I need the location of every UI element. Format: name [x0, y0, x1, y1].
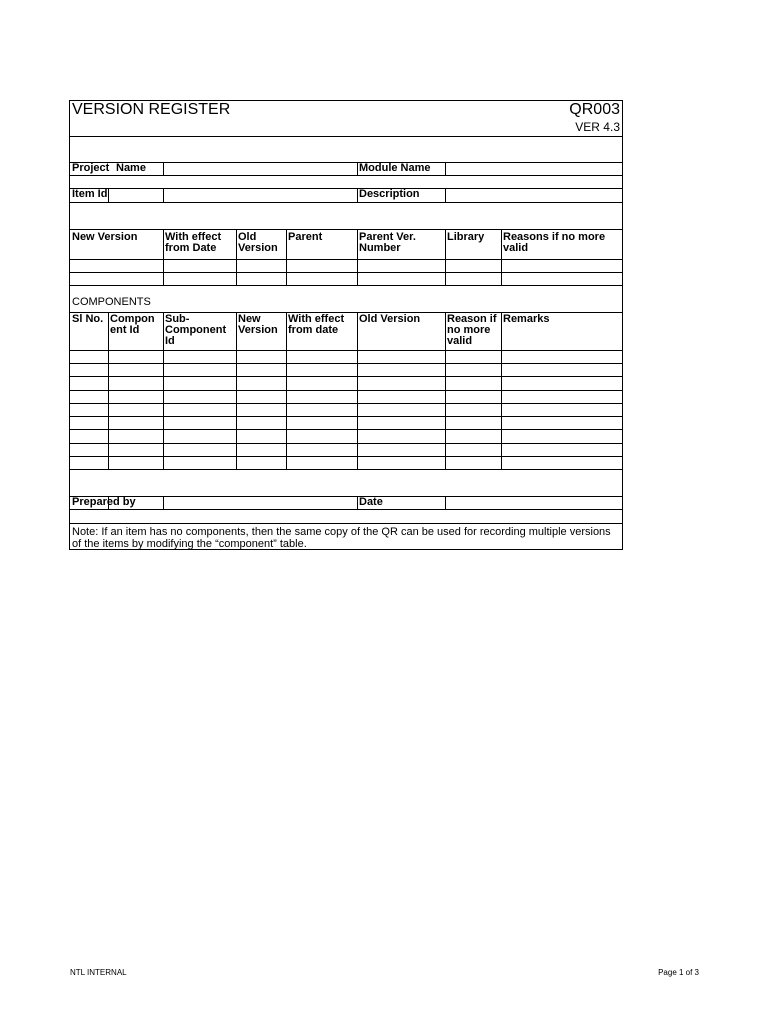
rule: [70, 162, 622, 163]
rule: [70, 403, 622, 404]
rule: [70, 523, 622, 524]
module-name-label: Module Name: [359, 162, 431, 174]
rule: [70, 363, 622, 364]
rule: [70, 390, 622, 391]
rule: [70, 469, 622, 470]
new-version-header: New Version: [238, 313, 278, 336]
note-text: Note: If an item has no components, then the same copy of the QR can be used for recording multiple versions of the items by modifying the “component” table.: [72, 526, 611, 550]
rule: [70, 272, 622, 273]
rule: [70, 136, 622, 137]
description-label: Description: [359, 188, 420, 200]
rule: [70, 509, 622, 510]
with-effect-from-date-header: With effect from Date: [165, 231, 222, 254]
rule: [445, 162, 446, 175]
rule: [70, 188, 622, 189]
rule: [163, 162, 164, 175]
rule: [70, 350, 622, 351]
rule: [357, 312, 358, 469]
parent-header: Parent: [288, 231, 323, 243]
component-id-header: Component Id: [110, 313, 155, 336]
parent-ver-number-header: Parent Ver. Number: [359, 231, 416, 254]
rule: [70, 416, 622, 417]
project-label: Project: [72, 162, 110, 174]
rule: [70, 496, 622, 497]
old-version-header: Old Version: [359, 313, 421, 325]
rule: [70, 429, 622, 430]
rule: [163, 188, 164, 202]
rule: [70, 456, 622, 457]
rule: [445, 496, 446, 509]
item-id-label: Item Id: [72, 188, 108, 200]
old-version-header: Old Version: [238, 231, 278, 254]
components-section-label: COMPONENTS: [72, 296, 151, 308]
date-label: Date: [359, 496, 383, 508]
footer-classification: NTL INTERNAL: [70, 968, 127, 977]
rule: [70, 175, 622, 176]
remarks-header: Remarks: [503, 313, 550, 325]
with-effect-from-date-header: With effect from date: [288, 313, 345, 336]
prepared-by-label: Prepared by: [72, 496, 136, 508]
reasons-if-no-more-valid-header: Reasons if no more valid: [503, 231, 606, 254]
rule: [70, 285, 622, 286]
sub-component-id-header: Sub-Component Id: [165, 313, 227, 347]
rule: [70, 376, 622, 377]
rule: [70, 443, 622, 444]
rule: [70, 259, 622, 260]
form-version: VER 4.3: [575, 120, 620, 134]
name-label: Name: [116, 162, 146, 174]
rule: [445, 188, 446, 202]
version-register-form: [69, 100, 623, 550]
new-version-header: New Version: [72, 231, 138, 243]
footer-page-number: Page 1 of 3: [658, 968, 699, 977]
rule: [70, 229, 622, 230]
rule: [70, 202, 622, 203]
rule: [501, 312, 502, 469]
sl-no-header: Sl No.: [72, 313, 104, 325]
rule: [163, 496, 164, 509]
form-code: QR003: [569, 101, 620, 118]
library-header: Library: [447, 231, 485, 243]
reason-if-no-more-valid-header: Reason if no more valid: [447, 313, 497, 347]
rule: [108, 188, 109, 202]
form-title: VERSION REGISTER: [72, 101, 231, 118]
